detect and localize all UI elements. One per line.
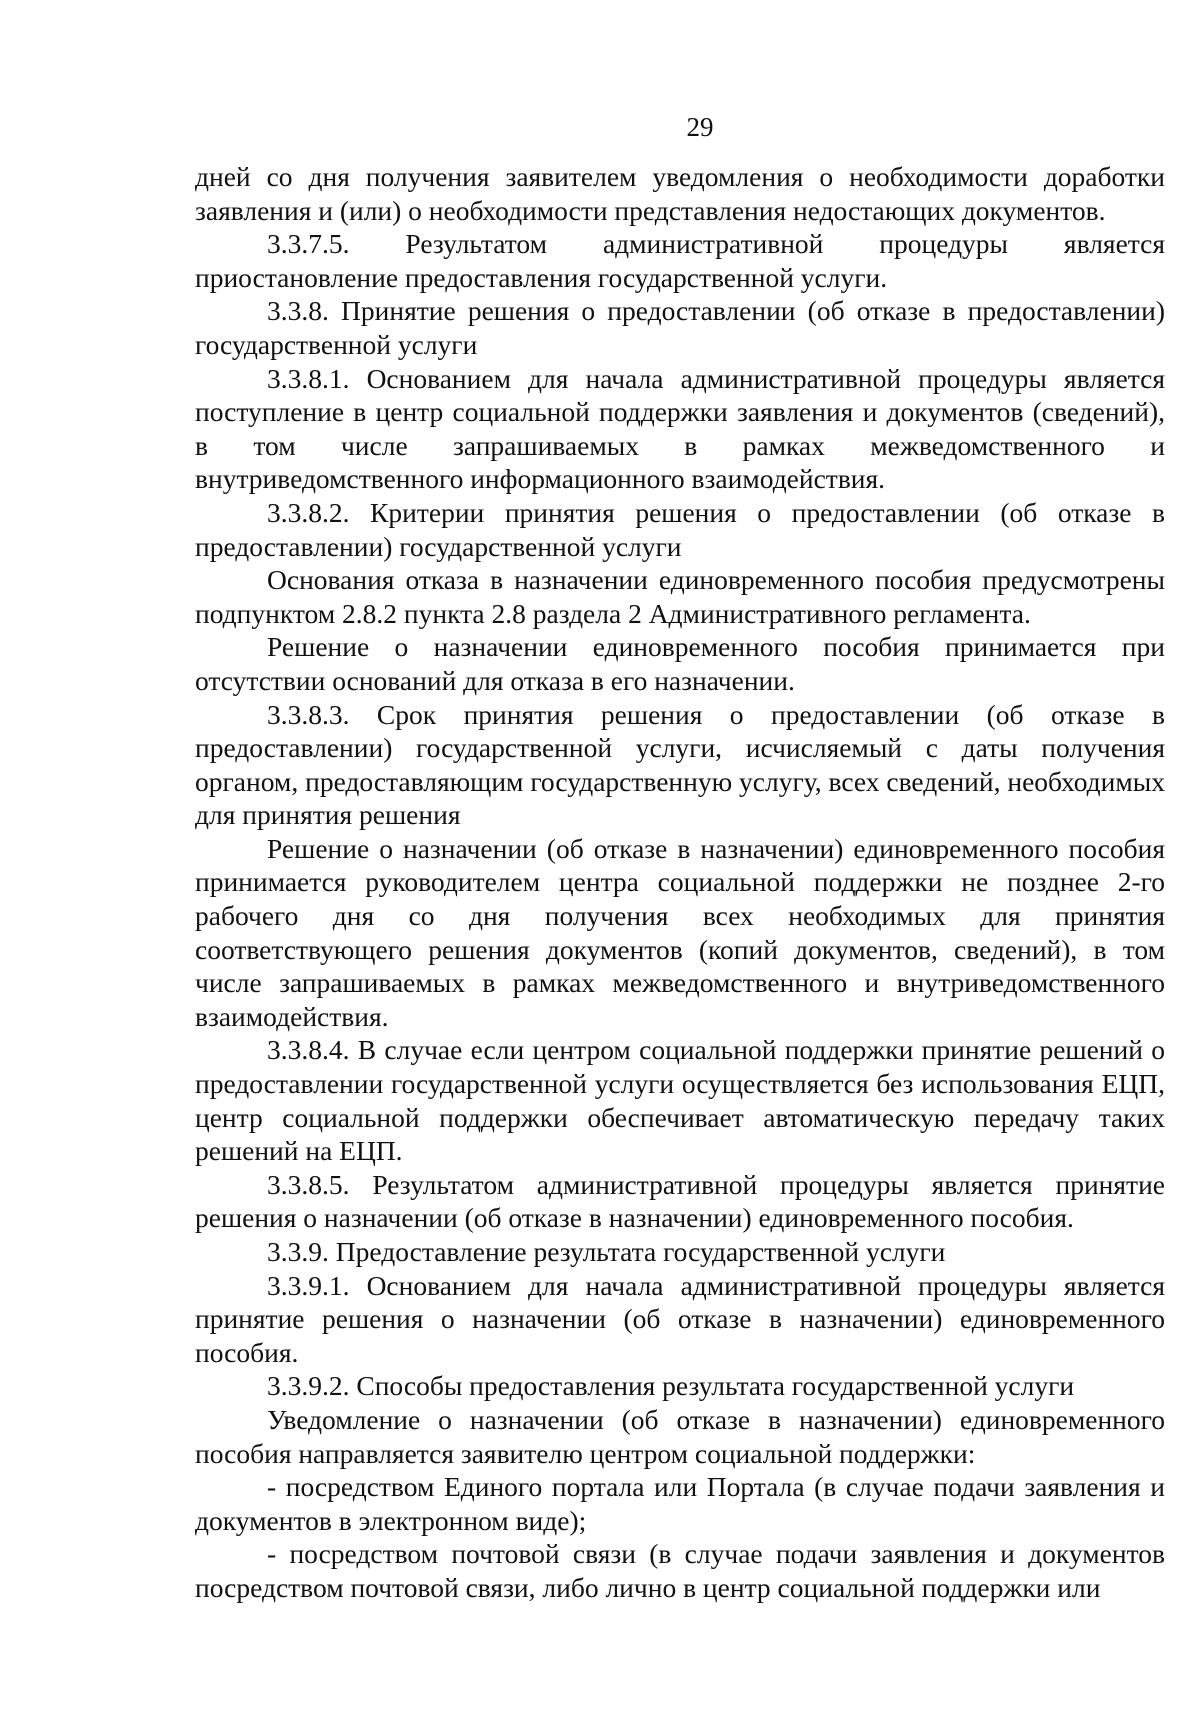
paragraph: Решение о назначении (об отказе в назначении) единовременного пособия принимается руководителем центра социальной поддержки не позднее 2-го рабочего дня со дня получения всех необходимых для принятия соответствующего решения документов (копий документов, сведений), в том числе запрашиваемых в рамках межведомственного и внутриведомственного взаимодействия. <box>195 832 1165 1032</box>
paragraph: 3.3.8.4. В случае если центром социальной поддержки принятие решений о предоставлении государственной услуги осуществляется без использования ЕЦП, центр социальной поддержки обеспечивает автоматическую передачу таких решений на ЕЦП. <box>195 1034 1165 1167</box>
page-number: 29 <box>686 112 714 142</box>
paragraph: 3.3.9.2. Способы предоставления результата государственной услуги <box>267 1370 1075 1402</box>
list-item: - посредством почтовой связи (в случае подачи заявления и документов посредством почтовой связи, либо лично в центр социальной поддержки или <box>195 1538 1165 1603</box>
list-item: - посредством Единого портала или Портала (в случае подачи заявления и документов в электронном виде); <box>195 1471 1165 1536</box>
paragraph: 3.3.8.2. Критерии принятия решения о предоставлении (об отказе в предоставлении) государственной услуги <box>195 496 1165 562</box>
paragraph: дней со дня получения заявителем уведомления о необходимости доработки заявления и (или) о необходимости представления недостающих документов. <box>195 161 1165 226</box>
section-heading: 3.3.8. Принятие решения о предоставлении (об отказе в предоставлении) государственной услуги <box>195 295 1165 360</box>
section-heading: 3.3.9. Предоставление результата государственной услуги <box>267 1236 946 1267</box>
paragraph: Основания отказа в назначении единовременного пособия предусмотрены подпунктом 2.8.2 пункта 2.8 раздела 2 Административного регламента. <box>195 564 1165 629</box>
paragraph: 3.3.8.3. Срок принятия решения о предоставлении (об отказе в предоставлении) государственной услуги, исчисляемый с даты получения органом, предоставляющим государственную услугу, всех сведений, необходимых для принятия решения <box>195 698 1165 831</box>
paragraph: 3.3.7.5. Результатом административной процедуры является приостановление предоставления государственной услуги. <box>195 228 1165 293</box>
paragraph: 3.3.8.1. Основанием для начала административной процедуры является поступление в центр социальной поддержки заявления и документов (сведений), в том числе запрашиваемых в рамках межведомственного и внутриведомственного информационного взаимодействия. <box>195 362 1165 495</box>
paragraph: Решение о назначении единовременного пособия принимается при отсутствии оснований для отказа в его назначении. <box>195 631 1165 696</box>
paragraph: Уведомление о назначении (об отказе в назначении) единовременного пособия направляется заявителю центром социальной поддержки: <box>195 1403 1165 1469</box>
document-body <box>195 160 1165 1605</box>
paragraph: 3.3.9.1. Основанием для начала административной процедуры является принятие решения о назначении (об отказе в назначении) единовременного пособия. <box>195 1269 1165 1368</box>
paragraph: 3.3.8.5. Результатом административной процедуры является принятие решения о назначении (об отказе в назначении) единовременного пособия. <box>195 1168 1165 1234</box>
